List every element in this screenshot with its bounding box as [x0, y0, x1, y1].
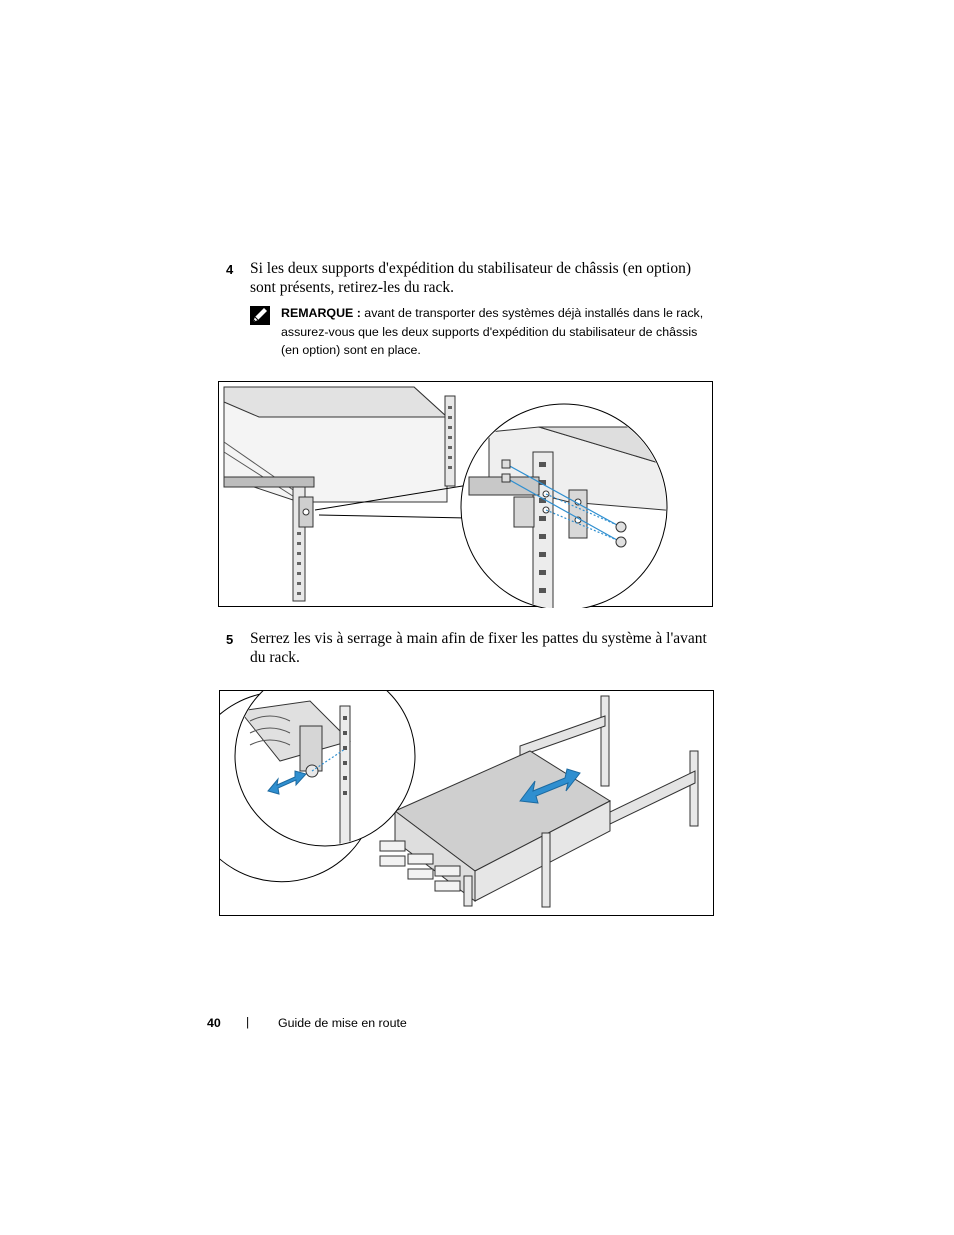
note-text: [281, 304, 717, 360]
footer-separator: |: [246, 1015, 250, 1029]
note-pencil-icon: [250, 306, 270, 325]
figure-tighten-thumbscrews: [219, 690, 714, 916]
illustration-server-in-rack: [220, 691, 715, 917]
note-body: avant de transporter des systèmes déjà installés dans le rack, assurez-vous que les deux supports d'expédition du stabilisateur de châssis (en option) sont en place.: [281, 306, 704, 357]
note-label: REMARQUE :: [281, 306, 361, 320]
footer-title: Guide de mise en route: [278, 1016, 407, 1030]
step-number: 5: [226, 632, 234, 647]
figure-remove-shipping-brackets: [218, 381, 713, 607]
illustration-rack-bracket: [219, 382, 714, 608]
step-text: Serrez les vis à serrage à main afin de fixer les pattes du système à l'avant du rack.: [250, 630, 707, 666]
step-text: Si les deux supports d'expédition du stabilisateur de châssis (en option) sont présents, retirez-les du rack.: [250, 260, 692, 296]
page-number: 40: [207, 1016, 221, 1030]
step-number: 4: [226, 262, 234, 277]
